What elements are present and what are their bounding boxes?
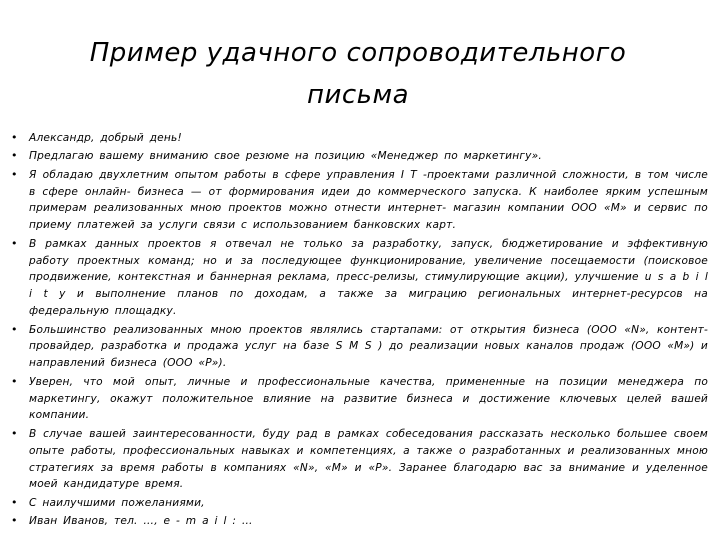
title-line-2: письма [306, 80, 410, 110]
bullet-text: Уверен, что мой опыт, личные и профессиональные качества, примененные на позиции менеджера по маркетингу, окажут положительное влияние на развитие бизнеса и достижение ключевых целей вашей компании. [29, 375, 708, 422]
bullet-responsibilities [8, 236, 708, 321]
bullet-dot-icon: • [11, 322, 18, 336]
bullet-interview [8, 426, 708, 494]
bullet-confidence [8, 374, 708, 425]
bullet-dot-icon: • [11, 131, 18, 144]
bullet-text: В рамках данных проектов я отвечал не только за разработку, запуск, бюджетирование и эффективную работу проектных команд; но и за последующее функционирование, увеличение посещаемости (поисковое продвижение, контекстная и баннерная реклама, пресс-релизы, стимулирующие акции), улучшение u s a b i l i t y и выполнение планов по доходам, а также за миграцию региональных интернет-ресурсов на федеральную площадку. [29, 237, 708, 318]
bullet-startups [8, 322, 708, 373]
bullet-closing [8, 495, 708, 512]
bullet-dot-icon: • [11, 374, 18, 388]
bullet-intro [8, 148, 708, 165]
bullet-experience [8, 167, 708, 235]
bullet-dot-icon: • [11, 149, 18, 163]
bullet-text: Большинство реализованных мною проектов являлись стартапами: от открытия бизнеса (ООО «N», контент-провайдер, разработка и продажа услуг на базе S M S ) до реализации новых каналов продаж (ООО «M») и направлений бизнеса (ООО «P»). [29, 323, 708, 370]
bullet-dot-icon: • [11, 514, 18, 528]
bullet-text: Иван Иванов, тел. …, e - m a i l : … [29, 515, 253, 528]
letter-body [8, 130, 708, 530]
slide-title [8, 0, 708, 116]
bullet-dot-icon: • [11, 167, 18, 181]
bullet-text: Александр, добрый день! [29, 132, 182, 144]
bullet-text: Я обладаю двухлетним опытом работы в сфере управления I T -проектами различной сложности, в том числе в сфере онлайн- бизнеса — от формирования идеи до коммерческого запуска. К наиболее ярким успешным примерам реализованных мною проектов можно отнести интернет- магазин компании ООО «M» и сервис по приему платежей за услуги связи с использованием банковских карт. [29, 168, 708, 232]
bullet-text: В случае вашей заинтересованности, буду рад в рамках собеседования рассказать несколько большее своем опыте работы, профессиональных навыках и компетенциях, а также о разработанных и реализованных мною стратегиях за время работы в компаниях «N», «M» и «P». Заранее благодарю вас за внимание и уделенное моей кандидатуре время. [29, 427, 708, 491]
bullet-dot-icon: • [11, 236, 18, 250]
title-line-1: Пример удачного сопроводительного [89, 38, 627, 68]
bullet-signature [8, 513, 708, 530]
bullet-text: С наилучшими пожеланиями, [29, 496, 205, 509]
bullet-dot-icon: • [11, 426, 18, 440]
bullet-greeting [8, 130, 708, 147]
bullet-dot-icon: • [11, 495, 18, 509]
bullet-text: Предлагаю вашему вниманию свое резюме на позицию «Менеджер по маркетингу». [29, 150, 542, 163]
